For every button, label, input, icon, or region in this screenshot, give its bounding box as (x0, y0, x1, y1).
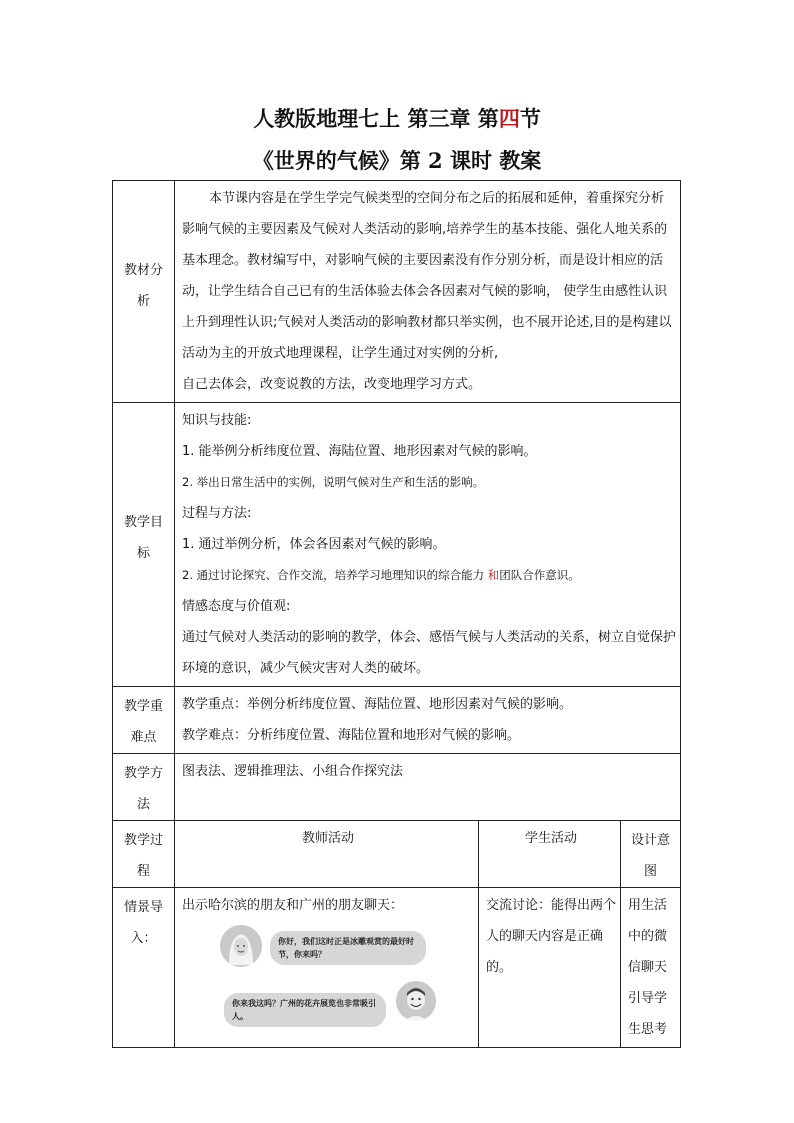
student-activity-header: 学生活动 (479, 821, 621, 888)
page-title: 人教版地理七上 第三章 第四节 (253, 106, 541, 131)
wechat-chat-illustration (182, 921, 474, 1041)
intro-design-intent: 用生活中的微信聊天引导学生思考 (621, 888, 681, 1048)
intro-label: 情景导入： (113, 888, 175, 1048)
intro-teacher-activity: 出示哈尔滨的朋友和广州的朋友聊天： 你好，我们这时正是冰雕观赏的最好时节，你来吗？ 你来我这吗？广州的花卉展览也非常吸引人。 (175, 888, 479, 1048)
process-item-1: 1. 通过举例分析，体会各因素对气候的影响。 (182, 537, 446, 552)
keypoints-text: 教学重点：举例分析纬度位置、海陆位置、地形因素对气候的影响。 教学难点：分析纬度位置、海陆位置和地形对气候的影响。 (175, 687, 681, 754)
methods-label: 教学方法 (113, 754, 175, 821)
knowledge-item-2: 2. 举出日常生活中的实例，说明气候对生产和生活的影响。 (182, 475, 485, 489)
design-intent-header: 设计意图 (621, 821, 681, 888)
keypoints-label: 教学重难点 (113, 687, 175, 754)
chat-bubble-2: 你来我这吗？广州的花卉展览也非常吸引人。 (224, 993, 386, 1027)
keypoints-row (113, 687, 681, 754)
attitude-text: 通过气候对人类活动的影响的教学，体会、感悟气候与人类活动的关系，树立自觉保护环境的意识，减少气候灾害对人类的破坏。 (182, 630, 677, 676)
teacher-activity-header: 教师活动 (175, 821, 479, 888)
process-header-row (113, 821, 681, 888)
knowledge-item-1: 1. 能举例分析纬度位置、海陆位置、地形因素对气候的影响。 (182, 444, 537, 459)
goals-label: 教学目标 (113, 403, 175, 687)
methods-row (113, 754, 681, 821)
intro-student-activity: 交流讨论：能得出两个人的聊天内容是正确的。 (479, 888, 621, 1048)
knowledge-heading: 知识与技能: (182, 413, 252, 428)
process-item-2: 2. 通过讨论探究、合作交流，培养学习地理知识的综合能力 和团队合作意识。 (182, 568, 580, 582)
chat-bubble-1: 你好，我们这时正是冰雕观赏的最好时节，你来吗？ (270, 931, 426, 965)
materials-text: 本节课内容是在学生学完气候类型的空间分布之后的拓展和延伸，着重探究分析影响气候的主要因素及气候对人类活动的影响,培养学生的基本技能、强化人地关系的基本理念。教材编写中，对影响气候的主要因素没有作分别分析，而是设计相应的活动，让学生结合自己已有的生活体验去体会各因素对气候的影响， 使学生由感性认识上升到理性认识;气候对人类活动的影响教材都只举实例，也不展开论述,目的是构建以活动为主的开放式地理课程，让学生通过对实例的分析, 自己去体会，改变说教的方法，改变地理学习方式。 (175, 181, 681, 403)
intro-row (113, 888, 681, 1048)
avatar-woman (220, 925, 262, 967)
lesson-plan-table (112, 180, 681, 1048)
process-heading: 过程与方法: (182, 506, 252, 521)
materials-row (113, 181, 681, 403)
materials-label: 教材分析 (113, 181, 175, 403)
avatar-man (396, 981, 436, 1021)
goals-text (175, 403, 681, 687)
title-highlight: 四 (498, 106, 520, 131)
methods-text: 图表法、逻辑推理法、小组合作探究法 (175, 754, 681, 821)
goals-row (113, 403, 681, 687)
page-subtitle: 《世界的气候》第 2 课时 教案 (252, 148, 542, 173)
attitude-heading: 情感态度与价值观: (182, 599, 291, 614)
process-label: 教学过程 (113, 821, 175, 888)
